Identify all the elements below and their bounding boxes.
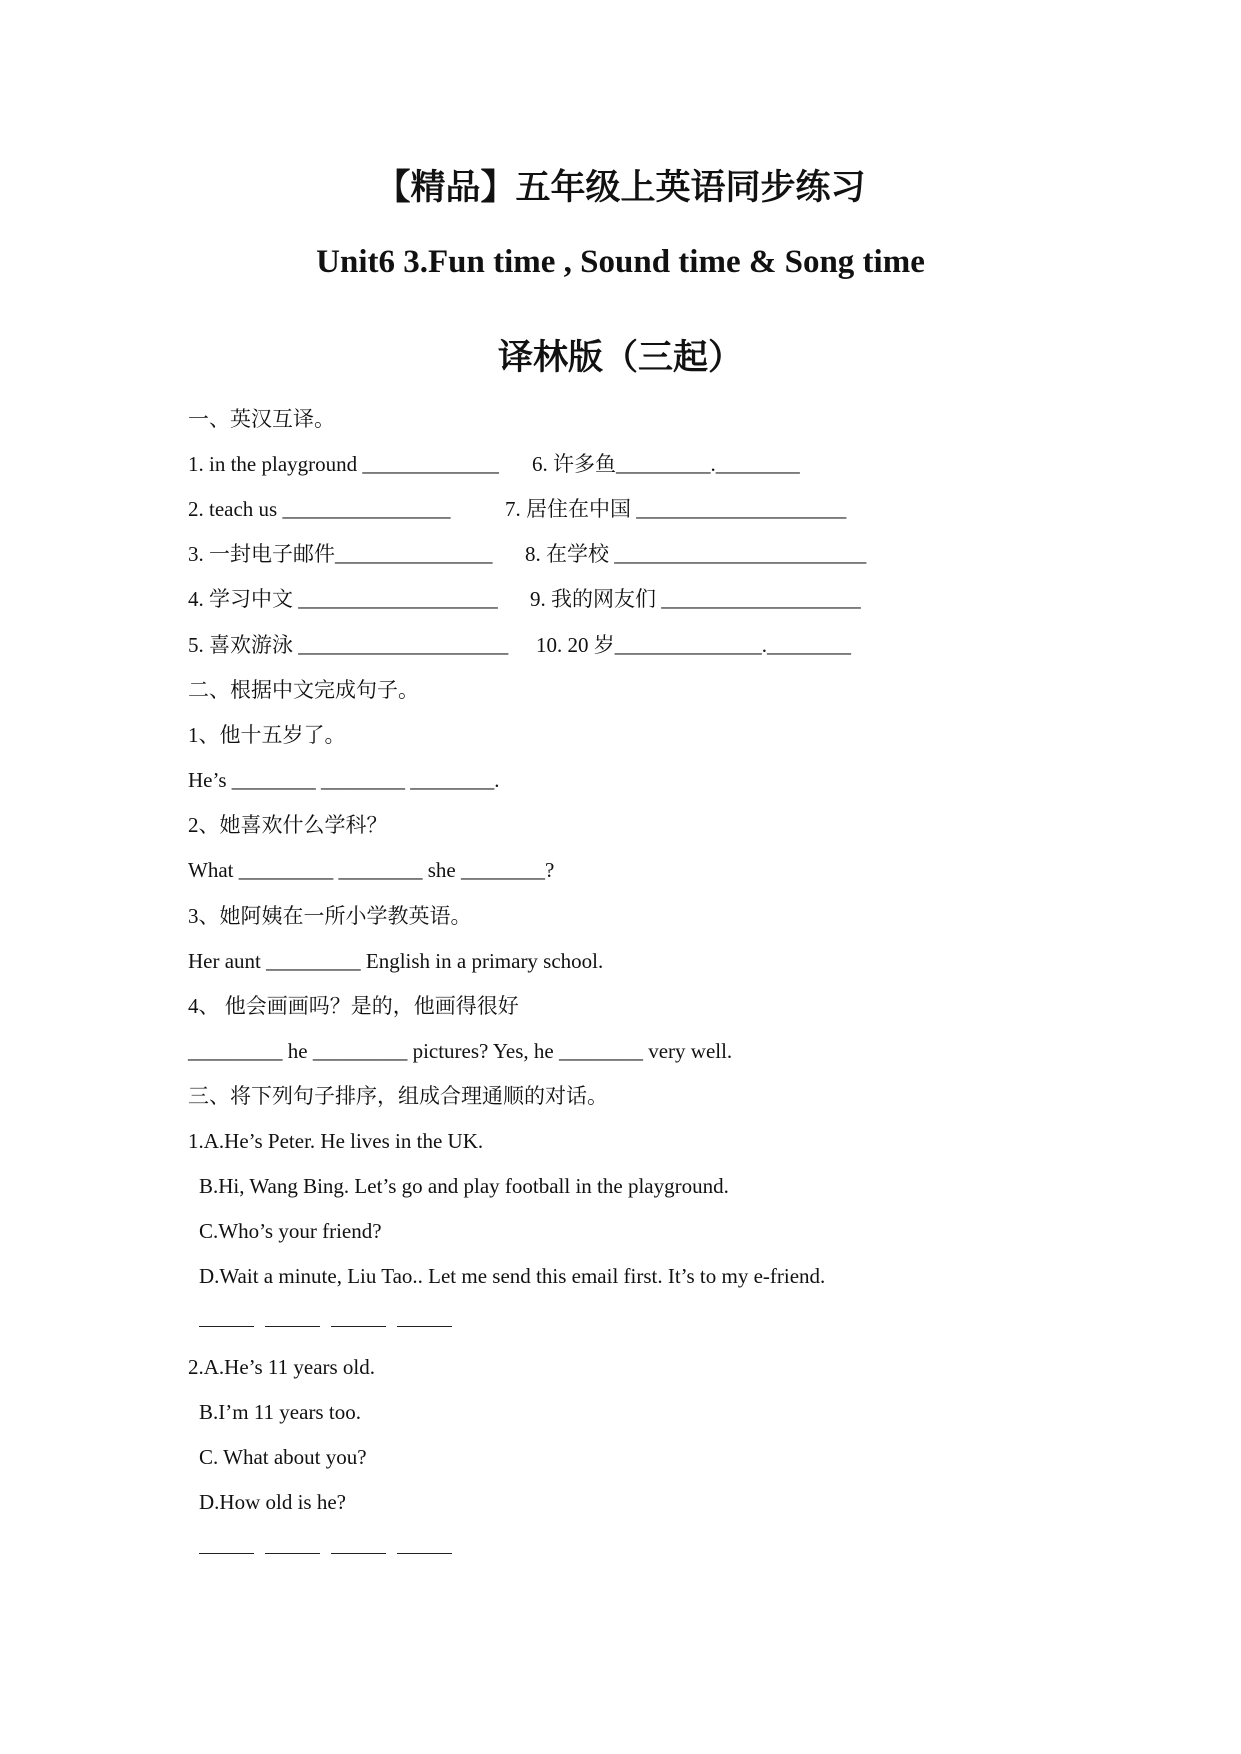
answer-blank[interactable]	[331, 1533, 386, 1554]
s2-item-4-cn: 4、 他会画画吗？是的，他画得很好	[188, 994, 519, 1018]
s1-item-10: 10. 20 岁______________.________	[536, 633, 851, 657]
s1-item-9: 9. 我的网友们 ___________________	[530, 587, 861, 611]
s3-q1-a: 1.A.He’s Peter. He lives in the UK.	[188, 1129, 484, 1153]
s3-q1-b: B.Hi, Wang Bing. Let’s go and play football in the playground.	[199, 1174, 729, 1198]
answer-blank[interactable]	[331, 1306, 386, 1327]
answer-blank[interactable]	[199, 1306, 254, 1327]
s2-item-3-cn: 3、她阿姨在一所小学教英语。	[188, 904, 472, 928]
section3-heading: 三、将下列句子排序，组成合理通顺的对话。	[188, 1084, 608, 1108]
worksheet-title: 【精品】五年级上英语同步练习	[375, 168, 866, 207]
s2-item-2-cn: 2、她喜欢什么学科？	[188, 813, 388, 837]
s2-item-1-cn: 1、他十五岁了。	[188, 723, 346, 747]
s1-item-4: 4. 学习中文 ___________________	[188, 587, 498, 611]
answer-blank[interactable]	[265, 1533, 320, 1554]
s1-item-8: 8. 在学校 ________________________	[525, 542, 867, 566]
section1-heading: 一、英汉互译。	[188, 407, 335, 431]
s1-item-3: 3. 一封电子邮件_______________	[188, 542, 493, 566]
edition-title: 译林版（三起）	[497, 338, 743, 377]
s3-q1-answer-blanks	[199, 1306, 452, 1327]
s3-q2-d: D.How old is he?	[199, 1490, 346, 1514]
s1-item-7: 7. 居住在中国 ____________________	[505, 497, 847, 521]
s2-item-4-en: _________ he _________ pictures? Yes, he ________ very well.	[188, 1039, 733, 1063]
s3-q2-c: C. What about you?	[199, 1445, 367, 1469]
unit-title: Unit6 3.Fun time , Sound time & Song time	[316, 244, 925, 280]
answer-blank[interactable]	[265, 1306, 320, 1327]
answer-blank[interactable]	[397, 1533, 452, 1554]
s1-item-6: 6. 许多鱼_________.________	[532, 452, 800, 476]
s2-item-2-en: What _________ ________ she ________?	[188, 858, 555, 882]
s3-q2-answer-blanks	[199, 1533, 452, 1554]
s3-q1-c: C.Who’s your friend?	[199, 1219, 382, 1243]
s1-item-1: 1. in the playground _____________	[188, 452, 499, 476]
answer-blank[interactable]	[397, 1306, 452, 1327]
s3-q1-d: D.Wait a minute, Liu Tao.. Let me send this email first. It’s to my e-friend.	[199, 1264, 826, 1288]
s1-item-5: 5. 喜欢游泳 ____________________	[188, 633, 509, 657]
s3-q2-a: 2.A.He’s 11 years old.	[188, 1355, 376, 1379]
s2-item-1-en: He’s ________ ________ ________.	[188, 768, 500, 792]
s1-item-2: 2. teach us ________________	[188, 497, 451, 521]
section2-heading: 二、根据中文完成句子。	[188, 678, 419, 702]
s3-q2-b: B.I’m 11 years too.	[199, 1400, 361, 1424]
s2-item-3-en: Her aunt _________ English in a primary school.	[188, 949, 604, 973]
answer-blank[interactable]	[199, 1533, 254, 1554]
